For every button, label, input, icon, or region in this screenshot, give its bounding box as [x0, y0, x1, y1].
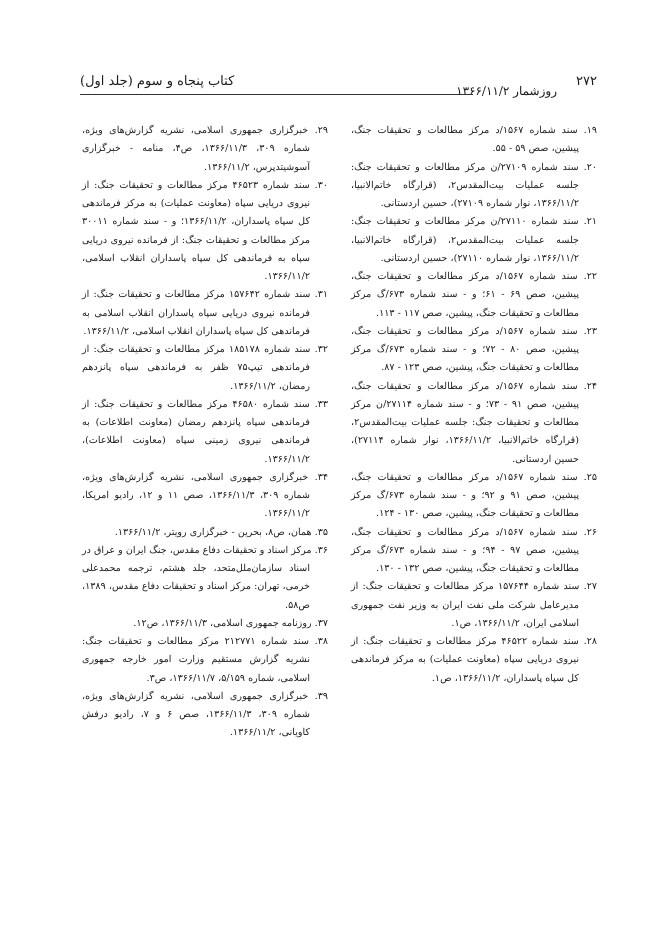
footnote-28: ۲۸. سند شماره ۴۶۵۲۲ مرکز مطالعات و تحقیقات جنگ: از نیروی دریایی سپاه (معاونت عملیات) به مرکز فرماندهی کل سپاه پاسداران، ۱۳۶۶/۱۱/۲، ص۱.: [351, 636, 597, 684]
footnote-29: ۲۹. خبرگزاری جمهوری اسلامی، نشریه گزارش‌های ویژه، شماره ۳۰۹، ۱۳۶۶/۱۱/۳، ص۴، منامه - خبرگزاری آسوشیتدپرس، ۱۳۶۶/۱۱/۲.: [82, 125, 328, 173]
footnote-34: ۳۴. خبرگزاری جمهوری اسلامی، نشریه گزارش‌های ویژه، شماره ۳۰۹، ۱۳۶۶/۱۱/۳، صص ۱۱ و ۱۲، رادیو امریکا، ۱۳۶۶/۱۱/۲.: [82, 471, 328, 520]
footnote-38: ۳۸. سند شماره ۲۱۲۷۷۱ مرکز مطالعات و تحقیقات جنگ: نشریه گزارش مستقیم وزارت امور خارجه جمهوری اسلامی، شماره ۵/۱۵۹، ۱۳۶۶/۱۱/۷، ص۳.: [82, 636, 328, 684]
footnote-30: ۳۰. سند شماره ۴۶۵۲۳ مرکز مطالعات و تحقیقات جنگ: از نیروی دریایی سپاه (معاونت عملیات) به مرکز فرماندهی کل سپاه پاسداران، ۱۳۶۶/۱۱/۲؛ و - سند شماره ۳۰۰۱۱ مرکز مطالعات و تحقیقات جنگ: از فرمانده نیروی دریایی سپاه به فرماندهی کل سپاه پاسداران انقلاب اسلامی، ۱۳۶۶/۱۱/۲.: [82, 179, 328, 282]
footnote-32: ۳۲. سند شماره ۱۸۵۱۷۸ مرکز مطالعات و تحقیقات جنگ: از فرماندهی تیپ۷۵ ظفر به فرماندهی سپاه پانزدهم رمضان، ۱۳۶۶/۱۱/۲.: [82, 344, 328, 392]
footnote-22: ۲۲. سند شماره ۱۵۶۷/د مرکز مطالعات و تحقیقات جنگ، پیشین، صص ۶۹ - ۶۱؛ و - سند شماره ۶۷۳/گ مرکز مطالعات و تحقیقات جنگ، پیشین، صص ۱۱۷ - ۱۱۳.: [351, 271, 597, 319]
footnote-33: ۳۳. سند شماره ۴۶۵۸۰ مرکز مطالعات و تحقیقات جنگ: از فرماندهی سپاه پانزدهم رمضان (معاونت اطلاعات) به فرماندهی نیروی زمینی سپاه (معاونت اطلاعات)، ۱۳۶۶/۱۱/۲.: [82, 398, 328, 465]
footnote-25: ۲۵. سند شماره ۱۵۶۷/د مرکز مطالعات و تحقیقات جنگ، پیشین، صص ۹۱ و ۹۲؛ و - سند شماره ۶۷۳/گ مرکز مطالعات و تحقیقات جنگ، پیشین، صص ۱۳۰ - ۱۲۴.: [351, 471, 597, 520]
page-number: ۲۷۲: [576, 74, 597, 89]
notes-column-left: [82, 122, 328, 743]
footnote-31: ۳۱. سند شماره ۱۵۷۶۴۲ مرکز مطالعات و تحقیقات جنگ: از فرمانده نیروی دریایی سپاه پاسداران انقلاب اسلامی به فرماندهی کل سپاه پاسداران انقلاب اسلامی، ۱۳۶۶/۱۱/۲.: [82, 289, 328, 337]
footnote-24: ۲۴. سند شماره ۱۵۶۷/د مرکز مطالعات و تحقیقات جنگ، پیشین، صص ۹۱ - ۷۳؛ و - سند شماره ۲۷۱۱۴/ن مرکز مطالعات و تحقیقات جنگ: جلسه عملیات بیت‌المقدس۲، (قرارگاه خاتم‌الانبیا، ۱۳۶۶/۱۱/۲، نوار شماره ۲۷۱۱۴)، حسین اردستانی.: [351, 380, 597, 465]
footnote-39: ۳۹. خبرگزاری جمهوری اسلامی، نشریه گزارش‌های ویژه، شماره ۳۰۹، ۱۳۶۶/۱۱/۳، صص ۶ و ۷، رادیو درفش کاویانی، ۱۳۶۶/۱۱/۲.: [82, 690, 328, 739]
footnote-35: ۳۵. همان، ص۸، بحرین - خبرگزاری رویتر، ۱۳۶۶/۱۱/۲.: [114, 526, 328, 538]
footnote-26: ۲۶. سند شماره ۱۵۶۷/د مرکز مطالعات و تحقیقات جنگ، پیشین، صص ۹۷ - ۹۴؛ و - سند شماره ۶۷۳/گ مرکز مطالعات و تحقیقات جنگ، پیشین، صص ۱۳۲ - ۱۳۰.: [351, 526, 597, 574]
footnote-27: ۲۷. سند شماره ۱۵۷۶۴۴ مرکز مطالعات و تحقیقات جنگ: از مدیرعامل شرکت ملی نفت ایران به وزیر نفت جمهوری اسلامی ایران، ۱۳۶۶/۱۱/۲، ص۱.: [351, 581, 597, 629]
footnote-36: ۳۶. مرکز اسناد و تحقیقات دفاع مقدس، جنگ ایران و عراق در اسناد سازمان‌ملل‌متحد، جلد هشتم، ترجمه محمدعلی خرمی، تهران: مرکز اسناد و تحقیقات دفاع مقدس، ۱۳۸۹، ص۵۸.: [82, 544, 328, 611]
running-header: [80, 72, 597, 96]
date-label: روزشمار ۱۳۶۶/۱۱/۲: [456, 84, 557, 98]
footnote-37: ۳۷. روزنامه جمهوری اسلامی، ۱۳۶۶/۱۱/۳، ص۱۲.: [133, 617, 328, 629]
footnote-21: ۲۱. سند شماره ۲۷۱۱۰/ن مرکز مطالعات و تحقیقات جنگ: جلسه عملیات بیت‌المقدس۲، (قرارگاه خاتم‌الانبیا، ۱۳۶۶/۱۱/۲، نوار شماره ۲۷۱۱۰)، حسین اردستانی.: [351, 216, 597, 264]
header-rule: [80, 94, 473, 95]
footnote-23: ۲۳. سند شماره ۱۵۶۷/د مرکز مطالعات و تحقیقات جنگ، پیشین، صص ۸۰ - ۷۲؛ و - سند شماره ۶۷۳/گ مرکز مطالعات و تحقیقات جنگ، پیشین، صص ۱۲۳ - ۸۷.: [351, 325, 597, 374]
notes-column-right: [351, 122, 597, 688]
footnote-19: ۱۹. سند شماره ۱۵۶۷/د مرکز مطالعات و تحقیقات جنگ، پیشین، صص ۵۹ - ۵۵.: [351, 125, 597, 155]
book-title: کتاب پنجاه و سوم (جلد اول): [80, 74, 235, 89]
footnote-20: ۲۰. سند شماره ۲۷۱۰۹/ن مرکز مطالعات و تحقیقات جنگ: جلسه عملیات بیت‌المقدس۲، (قرارگاه خاتم‌الانبیا، ۱۳۶۶/۱۱/۲، نوار شماره ۲۷۱۰۹)، حسین اردستانی.: [351, 161, 597, 209]
